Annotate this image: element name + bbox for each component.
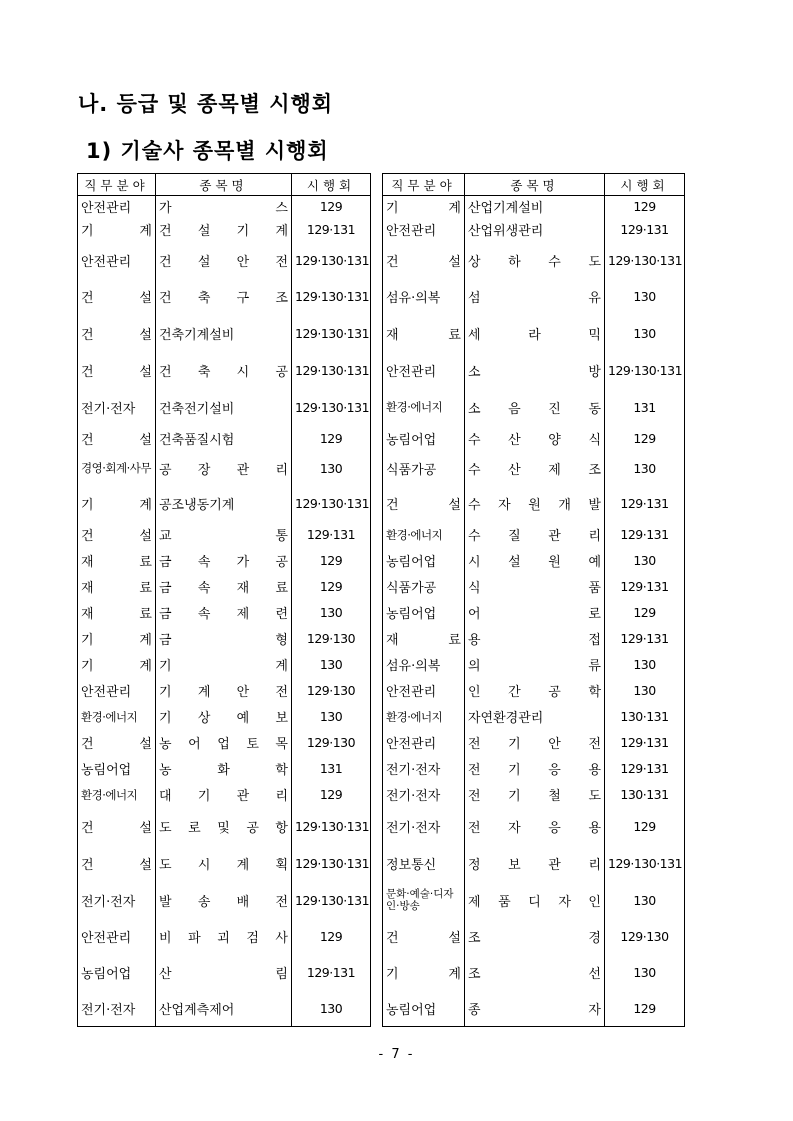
field-cell: 건 설	[383, 243, 465, 278]
rounds-cell: 129	[605, 808, 685, 845]
item-cell: 농 어 업 토 목	[156, 730, 292, 756]
table-row	[383, 991, 685, 1027]
table-row	[78, 315, 371, 352]
field-cell: 기 계	[78, 217, 156, 243]
field-cell: 건 설	[78, 426, 156, 452]
field-cell: 경영·회계·사무	[78, 452, 156, 485]
field-cell: 전기·전자	[78, 991, 156, 1027]
rounds-cell: 130	[605, 678, 685, 704]
table-row	[78, 522, 371, 548]
rounds-cell: 129·130·131	[292, 882, 371, 919]
header-item: 종목명	[465, 174, 605, 196]
field-cell: 재 료	[383, 626, 465, 652]
field-cell: 건 설	[383, 485, 465, 522]
table-row	[78, 196, 371, 217]
item-cell: 금 속 제 련	[156, 600, 292, 626]
right-exam-table	[382, 173, 685, 1027]
table-row	[383, 845, 685, 882]
item-cell: 건 축 구 조	[156, 278, 292, 315]
rounds-cell: 130	[605, 278, 685, 315]
table-row	[78, 426, 371, 452]
table-row	[78, 600, 371, 626]
table-row	[383, 315, 685, 352]
field-cell: 식품가공	[383, 452, 465, 485]
field-cell: 환경·에너지	[78, 704, 156, 730]
item-cell: 도 시 계 획	[156, 845, 292, 882]
field-cell: 환경·에너지	[78, 782, 156, 808]
item-cell: 수 자 원 개 발	[465, 485, 605, 522]
header-rounds: 시행회	[292, 174, 371, 196]
field-cell: 건 설	[78, 730, 156, 756]
field-cell: 농림어업	[78, 756, 156, 782]
field-cell: 안전관리	[78, 243, 156, 278]
item-cell: 금 속 가 공	[156, 548, 292, 574]
table-row	[78, 278, 371, 315]
item-cell: 섬 유	[465, 278, 605, 315]
item-cell: 가 스	[156, 196, 292, 217]
item-cell: 어 로	[465, 600, 605, 626]
item-cell: 금 형	[156, 626, 292, 652]
item-cell: 건축전기설비	[156, 389, 292, 426]
rounds-cell: 129·131	[605, 217, 685, 243]
rounds-cell: 129	[292, 548, 371, 574]
rounds-cell: 130·131	[605, 704, 685, 730]
item-cell: 비 파 괴 검 사	[156, 919, 292, 955]
rounds-cell: 129·130	[292, 626, 371, 652]
field-cell: 안전관리	[383, 217, 465, 243]
rounds-cell: 129·130·131	[292, 352, 371, 389]
item-cell: 산업위생관리	[465, 217, 605, 243]
table-row	[78, 919, 371, 955]
item-cell: 농 화 학	[156, 756, 292, 782]
rounds-cell: 129·131	[605, 574, 685, 600]
rounds-cell: 129·131	[605, 730, 685, 756]
header-item: 종목명	[156, 174, 292, 196]
rounds-cell: 130	[292, 704, 371, 730]
field-cell: 섬유·의복	[383, 278, 465, 315]
table-row	[78, 485, 371, 522]
field-cell: 기 계	[383, 955, 465, 991]
left-exam-table	[77, 173, 371, 1027]
table-row	[383, 730, 685, 756]
item-cell: 세 라 믹	[465, 315, 605, 352]
rounds-cell: 129·130·131	[605, 352, 685, 389]
item-cell: 교 통	[156, 522, 292, 548]
table-row	[78, 955, 371, 991]
table-row	[78, 243, 371, 278]
table-row	[78, 548, 371, 574]
rounds-cell: 130	[605, 955, 685, 991]
item-cell: 전 기 응 용	[465, 756, 605, 782]
field-cell: 농림어업	[383, 548, 465, 574]
rounds-cell: 129	[292, 574, 371, 600]
table-row	[78, 730, 371, 756]
rounds-cell: 129·130·131	[292, 315, 371, 352]
field-cell: 기 계	[383, 196, 465, 217]
item-cell: 상 하 수 도	[465, 243, 605, 278]
item-cell: 제 품 디 자 인	[465, 882, 605, 919]
item-cell: 건 설 안 전	[156, 243, 292, 278]
table-header-row	[78, 174, 371, 196]
rounds-cell: 129·130	[605, 919, 685, 955]
field-cell: 섬유·의복	[383, 652, 465, 678]
item-cell: 의 류	[465, 652, 605, 678]
field-cell: 전기·전자	[383, 782, 465, 808]
field-cell: 건 설	[78, 278, 156, 315]
table-row	[78, 389, 371, 426]
rounds-cell: 129·131	[605, 626, 685, 652]
table-row	[383, 426, 685, 452]
field-cell: 안전관리	[383, 678, 465, 704]
item-cell: 용 접	[465, 626, 605, 652]
field-cell: 기 계	[78, 485, 156, 522]
field-cell: 건 설	[78, 845, 156, 882]
right-table-body	[383, 196, 685, 1027]
rounds-cell: 129	[605, 196, 685, 217]
item-cell: 전 자 응 용	[465, 808, 605, 845]
rounds-cell: 129·131	[292, 955, 371, 991]
field-cell: 건 설	[78, 352, 156, 389]
table-row	[383, 548, 685, 574]
table-row	[383, 522, 685, 548]
field-cell: 농림어업	[383, 600, 465, 626]
table-row	[78, 808, 371, 845]
field-cell: 안전관리	[78, 196, 156, 217]
rounds-cell: 129·131	[605, 485, 685, 522]
item-cell: 공조냉동기계	[156, 485, 292, 522]
rounds-cell: 130·131	[605, 782, 685, 808]
item-cell: 건 축 시 공	[156, 352, 292, 389]
header-rounds: 시행회	[605, 174, 685, 196]
table-row	[383, 652, 685, 678]
rounds-cell: 129	[292, 426, 371, 452]
item-cell: 식 품	[465, 574, 605, 600]
rounds-cell: 129·131	[605, 522, 685, 548]
item-cell: 산업계측제어	[156, 991, 292, 1027]
page-number: - 7 -	[378, 1047, 415, 1062]
item-cell: 수 산 양 식	[465, 426, 605, 452]
item-cell: 정 보 관 리	[465, 845, 605, 882]
rounds-cell: 129·130	[292, 730, 371, 756]
table-row	[383, 626, 685, 652]
rounds-cell: 129	[292, 782, 371, 808]
field-cell: 전기·전자	[78, 389, 156, 426]
rounds-cell: 129	[605, 426, 685, 452]
table-row	[78, 678, 371, 704]
table-row	[78, 704, 371, 730]
item-cell: 발 송 배 전	[156, 882, 292, 919]
table-row	[78, 782, 371, 808]
rounds-cell: 129	[605, 991, 685, 1027]
rounds-cell: 131	[292, 756, 371, 782]
table-row	[383, 919, 685, 955]
field-cell: 환경·에너지	[383, 704, 465, 730]
table-row	[78, 217, 371, 243]
header-field: 직무분야	[78, 174, 156, 196]
rounds-cell: 129·130	[292, 678, 371, 704]
section-heading: 나. 등급 및 종목별 시행회	[78, 92, 334, 116]
item-cell: 기 계 안 전	[156, 678, 292, 704]
table-row	[78, 626, 371, 652]
table-row	[383, 217, 685, 243]
field-cell: 건 설	[78, 522, 156, 548]
item-cell: 기 계	[156, 652, 292, 678]
rounds-cell: 130	[292, 452, 371, 485]
rounds-cell: 129·131	[292, 522, 371, 548]
item-cell: 소 방	[465, 352, 605, 389]
table-row	[383, 278, 685, 315]
rounds-cell: 130	[605, 452, 685, 485]
rounds-cell: 129·130·131	[292, 243, 371, 278]
table-row	[78, 845, 371, 882]
table-row	[78, 756, 371, 782]
field-cell: 재 료	[78, 548, 156, 574]
table-row	[383, 485, 685, 522]
rounds-cell: 129·131	[292, 217, 371, 243]
item-cell: 자연환경관리	[465, 704, 605, 730]
table-row	[383, 756, 685, 782]
field-cell: 기 계	[78, 652, 156, 678]
rounds-cell: 130	[605, 652, 685, 678]
item-cell: 공 장 관 리	[156, 452, 292, 485]
rounds-cell: 129·130·131	[292, 485, 371, 522]
item-cell: 건축기계설비	[156, 315, 292, 352]
rounds-cell: 129	[292, 919, 371, 955]
table-row	[78, 574, 371, 600]
rounds-cell: 129·130·131	[292, 808, 371, 845]
field-cell: 건 설	[383, 919, 465, 955]
item-cell: 수 산 제 조	[465, 452, 605, 485]
table-header-row	[383, 174, 685, 196]
table-row	[383, 882, 685, 919]
field-cell: 안전관리	[78, 678, 156, 704]
field-cell: 정보통신	[383, 845, 465, 882]
item-cell: 산업기계설비	[465, 196, 605, 217]
header-field: 직무분야	[383, 174, 465, 196]
item-cell: 조 경	[465, 919, 605, 955]
table-row	[383, 600, 685, 626]
table-row	[383, 452, 685, 485]
field-cell: 전기·전자	[78, 882, 156, 919]
table-row	[78, 352, 371, 389]
rounds-cell: 129·130·131	[605, 243, 685, 278]
table-row	[383, 574, 685, 600]
rounds-cell: 130	[605, 315, 685, 352]
rounds-cell: 129·130·131	[292, 845, 371, 882]
field-cell: 기 계	[78, 626, 156, 652]
rounds-cell: 130	[292, 991, 371, 1027]
field-cell: 재 료	[78, 574, 156, 600]
field-cell: 환경·에너지	[383, 522, 465, 548]
item-cell: 수 질 관 리	[465, 522, 605, 548]
table-row	[383, 243, 685, 278]
field-cell: 재 료	[78, 600, 156, 626]
field-cell: 식품가공	[383, 574, 465, 600]
rounds-cell: 130	[292, 652, 371, 678]
rounds-cell: 129	[605, 600, 685, 626]
field-cell: 안전관리	[78, 919, 156, 955]
field-cell: 전기·전자	[383, 808, 465, 845]
item-cell: 인 간 공 학	[465, 678, 605, 704]
table-row	[383, 808, 685, 845]
item-cell: 소 음 진 동	[465, 389, 605, 426]
field-cell: 재 료	[383, 315, 465, 352]
item-cell: 도 로 및 공 항	[156, 808, 292, 845]
item-cell: 기 상 예 보	[156, 704, 292, 730]
item-cell: 대 기 관 리	[156, 782, 292, 808]
rounds-cell: 131	[605, 389, 685, 426]
item-cell: 시 설 원 예	[465, 548, 605, 574]
table-row	[383, 352, 685, 389]
table-row	[383, 389, 685, 426]
left-table-body	[78, 196, 371, 1027]
rounds-cell: 129·131	[605, 756, 685, 782]
field-cell: 건 설	[78, 808, 156, 845]
field-cell: 건 설	[78, 315, 156, 352]
field-cell: 문화·예술·디자인·방송	[383, 882, 465, 919]
field-cell: 농림어업	[383, 991, 465, 1027]
rounds-cell: 129·130·131	[292, 278, 371, 315]
table-row	[383, 704, 685, 730]
field-cell: 전기·전자	[383, 756, 465, 782]
table-row	[78, 991, 371, 1027]
item-cell: 건 설 기 계	[156, 217, 292, 243]
table-row	[383, 955, 685, 991]
item-cell: 산 림	[156, 955, 292, 991]
item-cell: 금 속 재 료	[156, 574, 292, 600]
item-cell: 전 기 철 도	[465, 782, 605, 808]
field-cell: 농림어업	[78, 955, 156, 991]
subsection-heading: 1) 기술사 종목별 시행회	[86, 139, 329, 163]
field-cell: 안전관리	[383, 730, 465, 756]
item-cell: 전 기 안 전	[465, 730, 605, 756]
table-row	[78, 882, 371, 919]
item-cell: 건축품질시험	[156, 426, 292, 452]
rounds-cell: 129·130·131	[605, 845, 685, 882]
field-cell: 환경·에너지	[383, 389, 465, 426]
item-cell: 조 선	[465, 955, 605, 991]
table-row	[383, 678, 685, 704]
rounds-cell: 129·130·131	[292, 389, 371, 426]
rounds-cell: 130	[605, 882, 685, 919]
field-cell: 안전관리	[383, 352, 465, 389]
rounds-cell: 129	[292, 196, 371, 217]
table-row	[78, 652, 371, 678]
table-row	[78, 452, 371, 485]
table-row	[383, 782, 685, 808]
rounds-cell: 130	[605, 548, 685, 574]
rounds-cell: 130	[292, 600, 371, 626]
table-row	[383, 196, 685, 217]
item-cell: 종 자	[465, 991, 605, 1027]
field-cell: 농림어업	[383, 426, 465, 452]
